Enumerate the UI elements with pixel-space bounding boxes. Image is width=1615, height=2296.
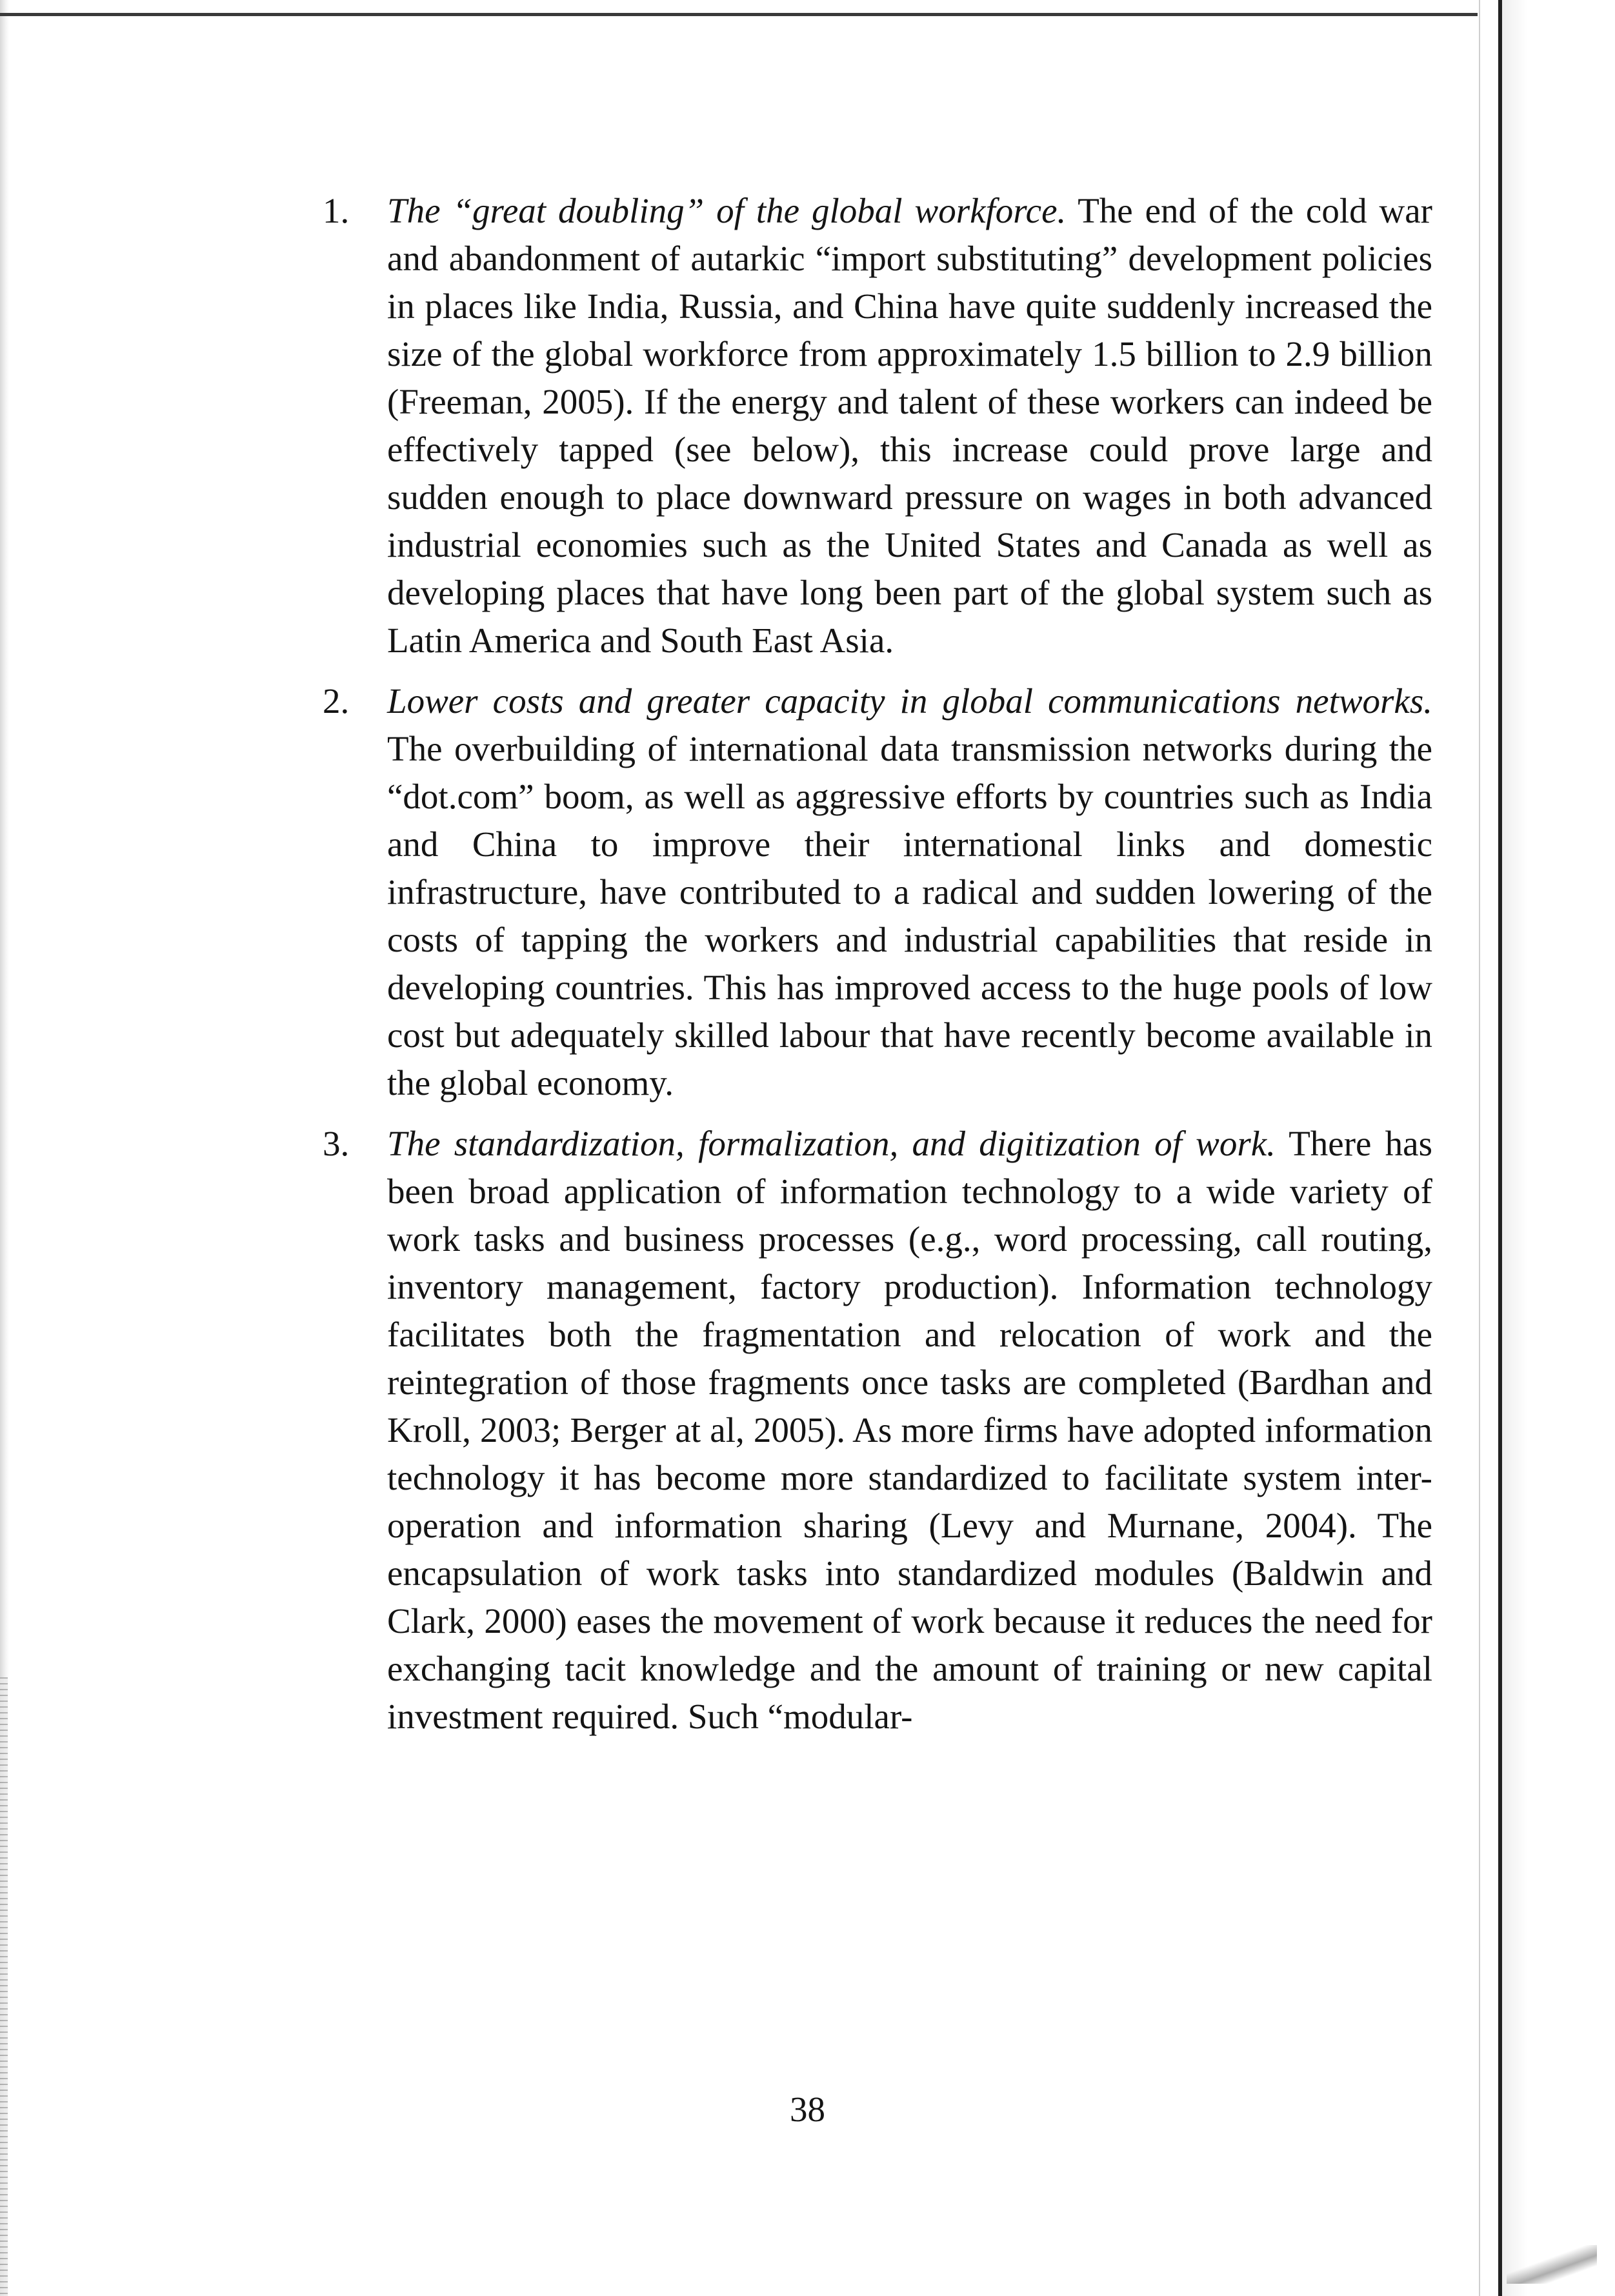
numbered-list [323, 187, 1432, 1753]
list-item-paragraph [387, 677, 1432, 1107]
list-item-text: There has been broad application of information technology to a wide variety of work tasks and business processes (e.g., word processing, call routing, inventory management, factory production). Information technology facilitates both the fragmentation and relocation of work and the reintegration of those fragments once tasks are completed (Bardhan and Kroll, 2003; Berger at al, 2005). As more firms have adopted information technology it has become more standardized to facilitate system inter-operation and information sharing (Levy and Murnane, 2004). The encapsulation of work tasks into standardized modules (Baldwin and Clark, 2000) eases the movement of work because it reduces the need for exchanging tacit knowledge and the amount of training or new capital investment required. Such “modular- [387, 1124, 1433, 1736]
scan-right-thin-rule [1479, 0, 1480, 2296]
list-item-heading: Lower costs and greater capacity in global communications networks. [387, 681, 1432, 721]
list-item-paragraph [387, 1120, 1432, 1741]
list-item-number: 3. [323, 1124, 350, 1163]
list-item-heading: The “great doubling” of the global workforce. [387, 191, 1067, 230]
list-item [323, 1120, 1432, 1741]
scan-top-edge [0, 13, 1478, 16]
list-item-number: 2. [323, 681, 350, 721]
list-item-text: The end of the cold war and abandonment of autarkic “import substituting” development policies in places like India, Russia, and China have quite suddenly increased the size of the global workforce from approximately 1.5 billion to 2.9 billion (Freeman, 2005). If the energy and talent of these workers can indeed be effectively tapped (see below), this increase could prove large and sudden enough to place downward pressure on wages in both advanced industrial economies such as the United States and Canada as well as developing places that have long been part of the global system such as Latin America and South East Asia. [387, 191, 1432, 660]
list-item-paragraph [387, 187, 1432, 664]
list-item [323, 677, 1432, 1107]
list-item-text: The overbuilding of international data transmission networks during the “dot.com” boom, as well as aggressive efforts by countries such as India and China to improve their international links and domestic infrastructure, have contributed to a radical and sudden lowering of the costs of tapping the workers and industrial capabilities that reside in developing countries. This has improved access to the huge pools of low cost but adequately skilled labour that have recently become available in the global economy. [387, 729, 1432, 1103]
list-item-number: 1. [323, 191, 350, 230]
list-item-heading: The standardization, formalization, and digitization of work. [387, 1124, 1276, 1163]
scan-right-margin [1502, 0, 1615, 2296]
page-number: 38 [790, 2090, 825, 2129]
scan-corner-curl [1507, 2245, 1597, 2284]
scan-binding-noise [0, 1677, 8, 2296]
list-item [323, 187, 1432, 664]
